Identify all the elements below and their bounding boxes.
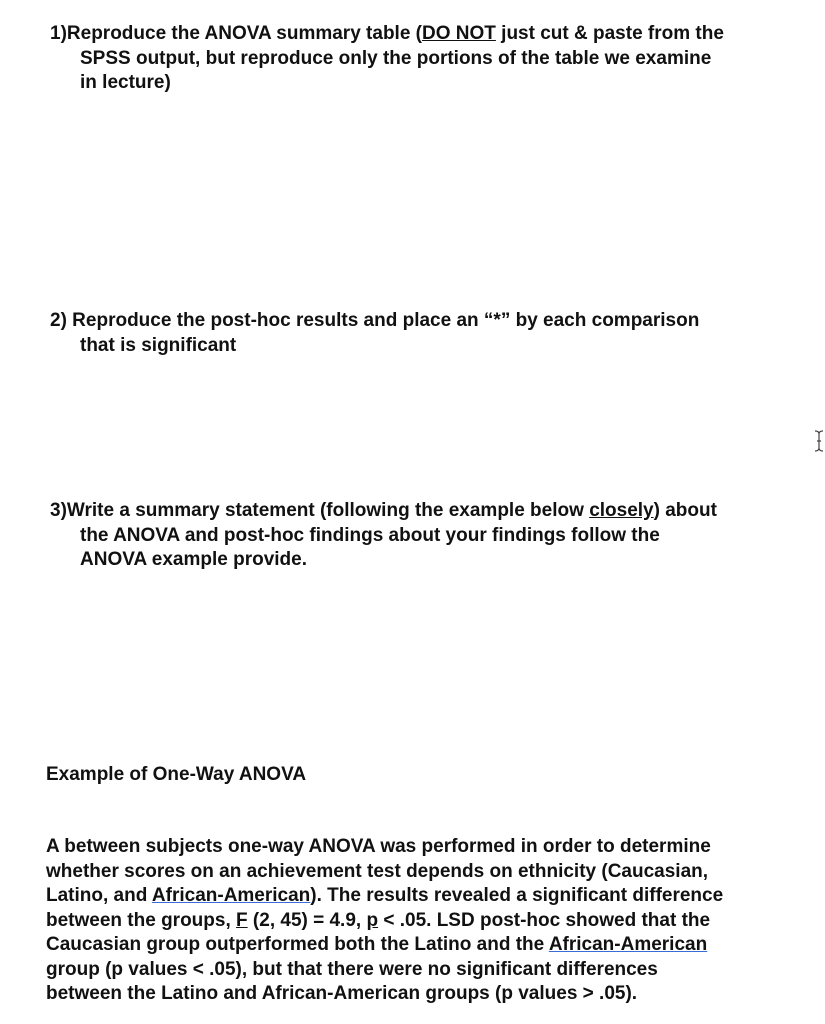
example-line-5-a: Caucasian group outperformed both the Latino and the [46,934,549,955]
question-1-line-1 [50,22,810,47]
question-2-line-1: 2) Reproduce the post-hoc results and place an “*” by each comparison [50,310,700,331]
question-1 [50,22,810,96]
example-line-4 [46,909,816,934]
example-line-1: A between subjects one-way ANOVA was performed in order to determine [46,836,711,857]
question-3-text-b: ) about [653,500,717,521]
example-line-3-a: Latino, and [46,885,152,906]
question-1-line-2: SPSS output, but reproduce only the portions of the table we examine [80,47,712,69]
question-3-text-a: Write a summary statement (following the example below [66,500,590,521]
closely-emphasis: closely [589,500,654,521]
example-line-2: whether scores on an achievement test depends on ethnicity (Caucasian, [46,860,709,882]
question-3-number: 3) [50,500,67,521]
do-not-emphasis: DO NOT [422,23,496,44]
example-line-7: between the Latino and African-American groups (p values > .05). [46,983,638,1004]
example-line-4-a: between the groups, [46,909,237,931]
african-american-underlined-2: African-American [548,934,708,955]
example-heading: Example of One-Way ANOVA [46,764,307,785]
f-statistic-symbol: F [236,909,248,931]
example-line-5 [46,933,816,958]
question-1-line-3: in lecture) [80,72,171,93]
text-cursor-icon [814,430,824,452]
question-3-line-3: ANOVA example provide. [80,549,308,570]
p-value-symbol: p [366,909,379,931]
example-line-3-c: ). The results revealed a significant difference [310,885,724,906]
example-paragraph [46,835,816,1007]
african-american-underlined-1: African-American [151,885,311,906]
example-line-6: group (p values < .05), but that there were no significant differences [46,958,658,980]
question-3-line-2: the ANOVA and post-hoc findings about your findings follow the [80,524,660,546]
question-1-text-b: just cut & paste from the [495,23,724,44]
question-2-line-2: that is significant [80,334,237,356]
example-line-4-b: (2, 45) = 4.9, [247,909,367,931]
example-line-3 [46,884,816,909]
question-1-number: 1) [50,23,67,44]
question-3 [50,499,810,573]
example-line-4-c: < .05. LSD post-hoc showed that the [378,909,711,931]
question-2 [50,309,810,358]
question-1-text-a: Reproduce the ANOVA summary table ( [66,23,422,44]
question-3-line-1 [50,499,810,524]
